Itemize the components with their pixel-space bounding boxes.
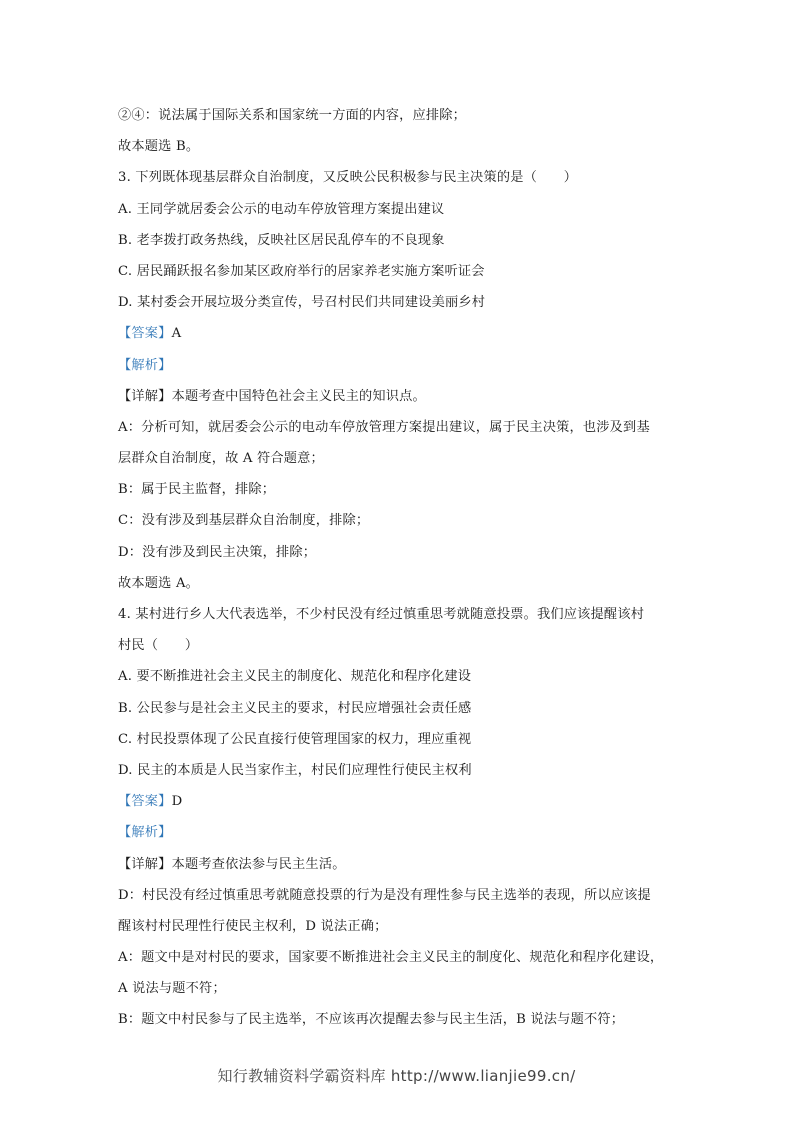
document-body xyxy=(118,100,678,1036)
detail-text: 本题考查依法参与民主生活。 xyxy=(171,856,346,872)
answer-tag: 【答案】 xyxy=(118,326,172,342)
text-line: C：没有涉及到基层群众自治制度，排除； xyxy=(118,513,370,529)
analysis-line xyxy=(118,350,678,381)
question-4-option-a: A. 要不断推进社会主义民主的制度化、规范化和程序化建设 xyxy=(118,669,472,685)
detail-line xyxy=(118,849,678,880)
question-4-option-b: B. 公民参与是社会主义民主的要求，村民应增强社会责任感 xyxy=(118,700,472,716)
text-line: 故本题选 A。 xyxy=(118,575,200,591)
answer-tag: 【答案】 xyxy=(118,794,172,810)
question-3-option-b: B. 老李拨打政务热线，反映社区居民乱停车的不良现象 xyxy=(118,232,445,248)
answer-value: A xyxy=(171,326,182,342)
answer-value: D xyxy=(171,794,183,810)
text-line: ②④：说法属于国际关系和国家统一方面的内容，应排除； xyxy=(118,108,467,123)
text-line: 故本题选 B。 xyxy=(118,139,200,155)
text-line: 醒该村村民理性行使民主权利，D 说法正确； xyxy=(118,918,388,934)
footer-watermark: 知行教辅资料学霸资料库 http://www.lianjie99.cn/ xyxy=(217,1067,576,1085)
analysis-tag: 【解析】 xyxy=(118,357,172,373)
text-line: B：属于民主监督，排除； xyxy=(118,482,276,498)
question-3-option-a: A. 王同学就居委会公示的电动车停放管理方案提出建议 xyxy=(118,201,445,217)
detail-tag: 【详解】 xyxy=(118,388,172,404)
answer-line xyxy=(118,786,678,817)
text-line: A：题文中是对村民的要求，国家要不断推进社会主义民主的制度化、规范化和程序化建设， xyxy=(118,950,664,966)
question-3-stem: 3. 下列既体现基层群众自治制度，又反映公民积极参与民主决策的是（ ） xyxy=(118,170,578,186)
text-line: B：题文中村民参与了民主选举，不应该再次提醒去参与民主生活，B 说法与题不符； xyxy=(118,1012,625,1028)
question-4-stem: 4. 某村进行乡人大代表选举，不少村民没有经过慎重思考就随意投票。我们应该提醒该村 xyxy=(118,607,645,622)
detail-text: 本题考查中国特色社会主义民主的知识点。 xyxy=(171,388,426,404)
question-4-option-d: D. 民主的本质是人民当家作主，村民们应理性行使民主权利 xyxy=(118,762,472,778)
question-3-option-d: D. 某村委会开展垃圾分类宣传，号召村民们共同建设美丽乡村 xyxy=(118,295,486,311)
analysis-tag: 【解析】 xyxy=(118,825,172,841)
text-line: D：没有涉及到民主决策，排除； xyxy=(118,544,317,560)
text-line: D：村民没有经过慎重思考就随意投票的行为是没有理性参与民主选举的表现，所以应该提 xyxy=(118,887,651,903)
answer-line xyxy=(118,318,678,349)
question-3-option-c: C. 居民踊跃报名参加某区政府举行的居家养老实施方案听证会 xyxy=(118,263,485,279)
detail-tag: 【详解】 xyxy=(118,856,172,872)
question-4-stem-cont: 村民（ ） xyxy=(118,638,199,654)
text-line: A 说法与题不符； xyxy=(118,981,226,997)
question-4-option-c: C. 村民投票体现了公民直接行使管理国家的权力，理应重视 xyxy=(118,731,472,747)
text-line: A：分析可知，就居委会公示的电动车停放管理方案提出建议，属于民主决策，也涉及到基 xyxy=(118,419,650,435)
detail-line xyxy=(118,381,678,412)
analysis-line xyxy=(118,817,678,848)
text-line: 层群众自治制度，故 A 符合题意； xyxy=(118,451,324,467)
